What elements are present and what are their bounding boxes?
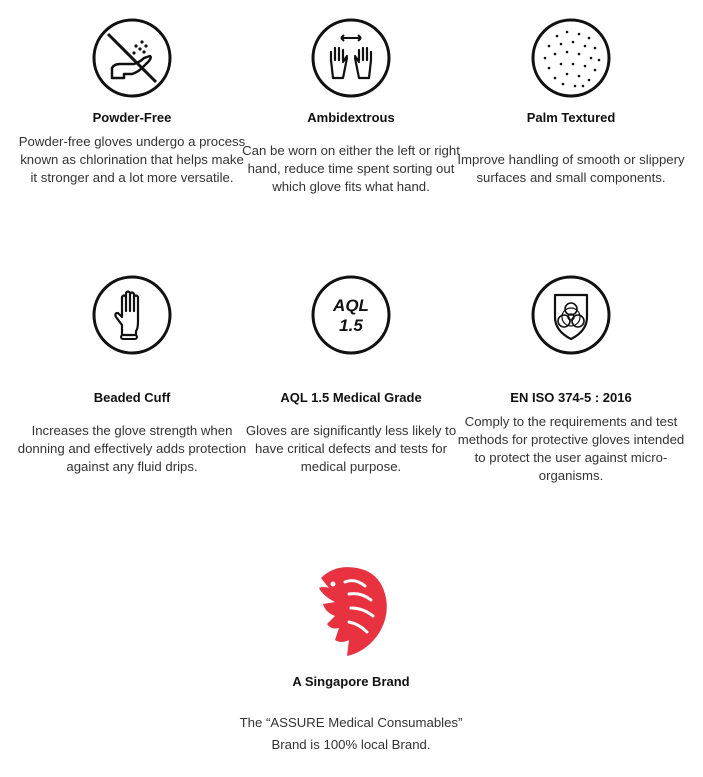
ambidextrous-icon xyxy=(309,16,393,100)
palm-textured-icon xyxy=(529,16,613,100)
feature-description: Gloves are significantly less likely to have critical defects and tests for medical purpose. xyxy=(245,423,457,474)
beaded-cuff-icon xyxy=(90,273,174,357)
aql-icon-text-1: AQL xyxy=(333,296,369,315)
feature-title: AQL 1.5 Medical Grade xyxy=(280,390,422,405)
feature-title: Ambidextrous xyxy=(307,110,395,125)
feature-title: Beaded Cuff xyxy=(93,390,171,405)
aql-icon xyxy=(309,273,393,357)
feature-description: Can be worn on either the left or right hand, reduce time spent sorting out which glove fits what hand. xyxy=(242,143,460,194)
biohazard-shield-icon xyxy=(529,273,613,357)
feature-description: Comply to the requirements and test methods for protective gloves intended to protect the user against micro-organisms. xyxy=(457,414,685,483)
feature-title: EN ISO 374-5 : 2016 xyxy=(510,390,632,405)
feature-title: Palm Textured xyxy=(526,110,616,125)
feature-description: Improve handling of smooth or slippery surfaces and small components. xyxy=(457,152,685,185)
aql-icon-text-2: 1.5 xyxy=(339,316,363,335)
feature-description: Powder-free gloves undergo a process known as chlorination that helps make it stronger and a lot more versatile. xyxy=(18,134,246,185)
feature-description: Increases the glove strength when donning and effectively adds protection against any fluid drips. xyxy=(17,423,247,474)
brand-description: The “ASSURE Medical Consumables” Brand is 100% local Brand. xyxy=(239,715,463,752)
feature-title: Powder-Free xyxy=(92,110,172,125)
brand-title: A Singapore Brand xyxy=(292,674,410,689)
powder-free-icon xyxy=(90,16,174,100)
merlion-logo xyxy=(301,560,401,660)
